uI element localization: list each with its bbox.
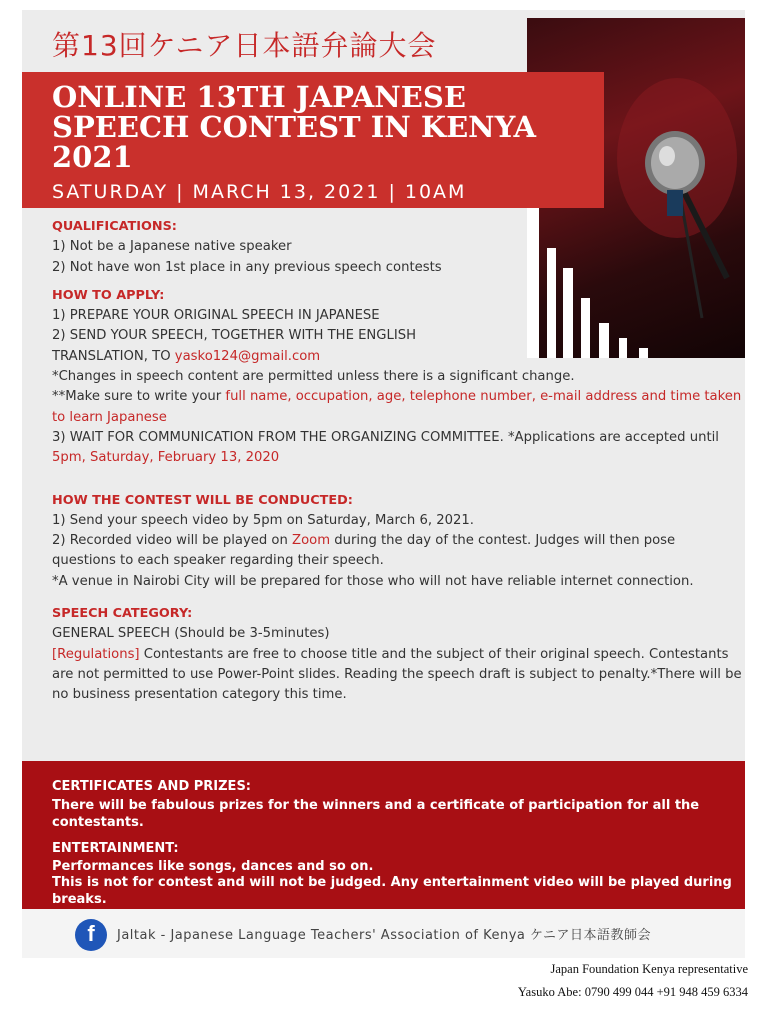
prizes-band bbox=[22, 761, 745, 909]
qualification-item: 1) Not be a Japanese native speaker bbox=[52, 239, 292, 255]
changes-note: *Changes in speech content are permitted unless there is a significant change. bbox=[52, 369, 575, 385]
title-line-1: ONLINE 13TH JAPANESE bbox=[52, 80, 466, 114]
zoom-label: Zoom bbox=[292, 533, 331, 549]
representative-contact: Yasuko Abe: 0790 499 044 +91 948 459 6334 bbox=[517, 985, 748, 999]
required-details: full name, occupation, age, telephone number, e-mail address and time taken to learn Japanese bbox=[52, 389, 742, 425]
qualification-item: 2) Not have won 1st place in any previous speech contests bbox=[52, 259, 442, 275]
conduct-item-3: *A venue in Nairobi City will be prepared for those who will not have reliable internet connection. bbox=[52, 573, 694, 589]
speech-category-heading: SPEECH CATEGORY: bbox=[52, 606, 193, 622]
entertainment-heading: ENTERTAINMENT: bbox=[52, 841, 179, 856]
conduct-item-1: 1) Send your speech video by 5pm on Saturday, March 6, 2021. bbox=[52, 512, 474, 528]
title-line-2: SPEECH CONTEST IN KENYA bbox=[52, 110, 537, 144]
certificates-heading: CERTIFICATES AND PRIZES: bbox=[52, 779, 251, 794]
conduct-item-2-prefix: 2) Recorded video will be played on bbox=[52, 533, 293, 549]
translation-label: TRANSLATION, TO bbox=[52, 348, 175, 364]
conduct-item-2 bbox=[52, 531, 742, 572]
how-to-apply-heading: HOW TO APPLY: bbox=[52, 287, 165, 303]
application-deadline: 5pm, Saturday, February 13, 2020 bbox=[52, 450, 280, 466]
general-speech: GENERAL SPEECH (Should be 3-5minutes) bbox=[52, 626, 330, 642]
conduct-heading: HOW THE CONTEST WILL BE CONDUCTED: bbox=[52, 492, 353, 508]
conduct-item-2-suffix: during the day of the contest. Judges will then pose questions to each speaker regarding their speech. bbox=[52, 533, 676, 569]
qualifications-heading: QUALIFICATIONS: bbox=[52, 219, 177, 234]
representative-title: Japan Foundation Kenya representative bbox=[550, 962, 748, 976]
certificates-text: There will be fabulous prizes for the winners and a certificate of participation for all the contestants. bbox=[52, 798, 700, 830]
apply-step-1: 1) PREPARE YOUR ORIGINAL SPEECH IN JAPANESE bbox=[52, 308, 380, 324]
regulations-text: Contestants are free to choose title and the subject of their original speech. Contestants are not permitted to use Power-Point slides. Reading the speech draft is subject to penalty.*There will be no business presentation category this time. bbox=[52, 646, 742, 703]
apply-step-2-cont bbox=[52, 347, 742, 367]
entertainment-line-1: Performances like songs, dances and so on. bbox=[52, 859, 374, 874]
details-note-prefix: **Make sure to write your bbox=[52, 389, 226, 405]
contest-poster bbox=[22, 10, 745, 958]
details-note bbox=[52, 387, 742, 428]
poster-body bbox=[52, 217, 742, 706]
entertainment-line-2: This is not for contest and will not be judged. Any entertainment video will be played during breaks. bbox=[52, 875, 732, 907]
association-name[interactable]: Jaltak - Japanese Language Teachers' Association of Kenya ケニア日本語教師会 bbox=[117, 928, 652, 943]
regulations-label: [Regulations] bbox=[52, 646, 140, 662]
regulations bbox=[52, 645, 742, 706]
footer-bar bbox=[22, 909, 745, 958]
apply-step-3 bbox=[52, 428, 742, 469]
japanese-title: 第13回ケニア日本語弁論大会 bbox=[52, 29, 437, 62]
contact-email: yasko124@gmail.com bbox=[174, 348, 321, 364]
event-date: SATURDAY | MARCH 13, 2021 | 10AM bbox=[52, 181, 467, 203]
facebook-icon[interactable]: f bbox=[75, 919, 107, 951]
apply-step-2: 2) SEND YOUR SPEECH, TOGETHER WITH THE ENGLISH bbox=[52, 328, 417, 344]
english-title bbox=[52, 82, 597, 172]
title-line-3: 2021 bbox=[52, 140, 133, 174]
apply-step-3-text: 3) WAIT FOR COMMUNICATION FROM THE ORGANIZING COMMITTEE. *Applications are accepted until bbox=[52, 429, 719, 445]
